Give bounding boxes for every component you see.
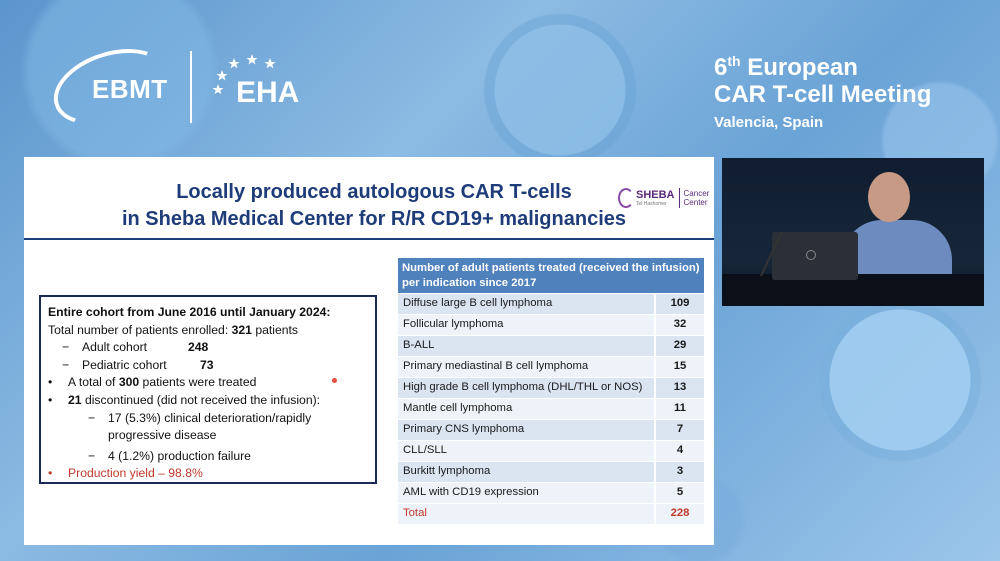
indication-name: Diffuse large B cell lymphoma [398,294,656,314]
table-row [398,419,704,440]
title-divider [24,238,714,240]
meeting-title-line1: 6th European [714,53,858,81]
sheba-logo-right [684,189,710,207]
indication-name: Mantle cell lymphoma [398,399,656,419]
indication-name: Burkitt lymphoma [398,462,656,482]
laptop-logo-icon [806,250,816,260]
indication-name: Primary mediastinal B cell lymphoma [398,357,656,377]
indication-name: Primary CNS lymphoma [398,420,656,440]
cohort-heading: Entire cohort from June 2016 until January 2024: [48,305,331,319]
indication-count: 15 [673,360,687,372]
indication-name: AML with CD19 expression [398,483,656,503]
slide-title [104,179,644,233]
total-label: Total [398,504,656,524]
table-row [398,335,704,356]
meeting-title-line2: CAR T-cell Meeting [714,81,932,108]
indication-count: 29 [673,339,687,351]
cohort-summary-box [39,295,377,484]
indication-count: 4 [676,444,684,456]
speaker-video [722,158,984,306]
indication-count: 32 [673,318,687,330]
table-row [398,293,704,314]
cohort-treated: • A total of 300 patients were treated [48,375,257,390]
sheba-logo-sub: Tel Hashomer [636,200,667,207]
slide-title-line2: in Sheba Medical Center for R/R CD19+ malignancies [121,208,627,230]
indication-count: 109 [670,297,690,309]
laser-pointer-dot [332,378,337,383]
presentation-slide [24,157,714,545]
indication-table-total-row [398,503,704,524]
eha-logo-text: EHA [236,76,300,109]
indication-name: High grade B cell lymphoma (DHL/THL or NOS) [398,378,656,398]
indication-name: Follicular lymphoma [398,315,656,335]
ebmt-logo [52,48,182,126]
table-row [398,314,704,335]
conference-logos [52,48,310,126]
cohort-adult: − Adult cohort 248 [62,340,209,355]
table-row [398,356,704,377]
indication-count: 11 [674,402,686,414]
sheba-logo-separator [679,188,680,208]
indication-count: 3 [676,465,684,477]
sheba-logo-name-block [636,190,675,207]
indication-count: 7 [676,423,684,435]
sheba-mark-icon [618,188,634,208]
cohort-discontinued: • 21 discontinued (did not received the infusion): [48,392,321,407]
cohort-enrolled: Total number of patients enrolled: 321 patients [48,322,299,337]
table-row [398,398,704,419]
cohort-pediatric: − Pediatric cohort 73 [62,357,214,372]
ebmt-logo-text: EBMT [92,74,168,104]
table-row [398,440,704,461]
indication-count: 13 [673,381,687,393]
indication-table-header: Number of adult patients treated (received the infusion) per indication since 2017 [398,258,704,293]
cohort-deterioration-cont: progressive disease [108,428,217,443]
indication-name: B-ALL [398,336,656,356]
speaker-head [868,172,910,222]
table-row [398,482,704,503]
indication-table-body [398,293,704,503]
indication-count: 5 [676,486,684,498]
meeting-title [714,48,931,134]
sheba-logo-cancer: Cancer [683,189,710,198]
cohort-production-yield: • Production yield – 98.8% [48,466,203,481]
meeting-location: Valencia, Spain [714,114,824,131]
sheba-logo-center: Center [683,198,708,207]
table-row [398,377,704,398]
total-value: 228 [670,507,690,519]
eha-logo [210,48,310,126]
table-row [398,461,704,482]
indication-table [398,258,704,524]
cohort-production-failure: − 4 (1.2%) production failure [88,448,251,463]
cohort-deterioration: − 17 (5.3%) clinical deterioration/rapidly [88,410,312,425]
indication-name: CLL/SLL [398,441,656,461]
logo-divider [190,51,192,123]
sheba-logo-name: SHEBA [636,188,675,201]
sheba-cancer-center-logo [618,188,709,208]
slide-title-line1: Locally produced autologous CAR T-cells [176,181,572,203]
